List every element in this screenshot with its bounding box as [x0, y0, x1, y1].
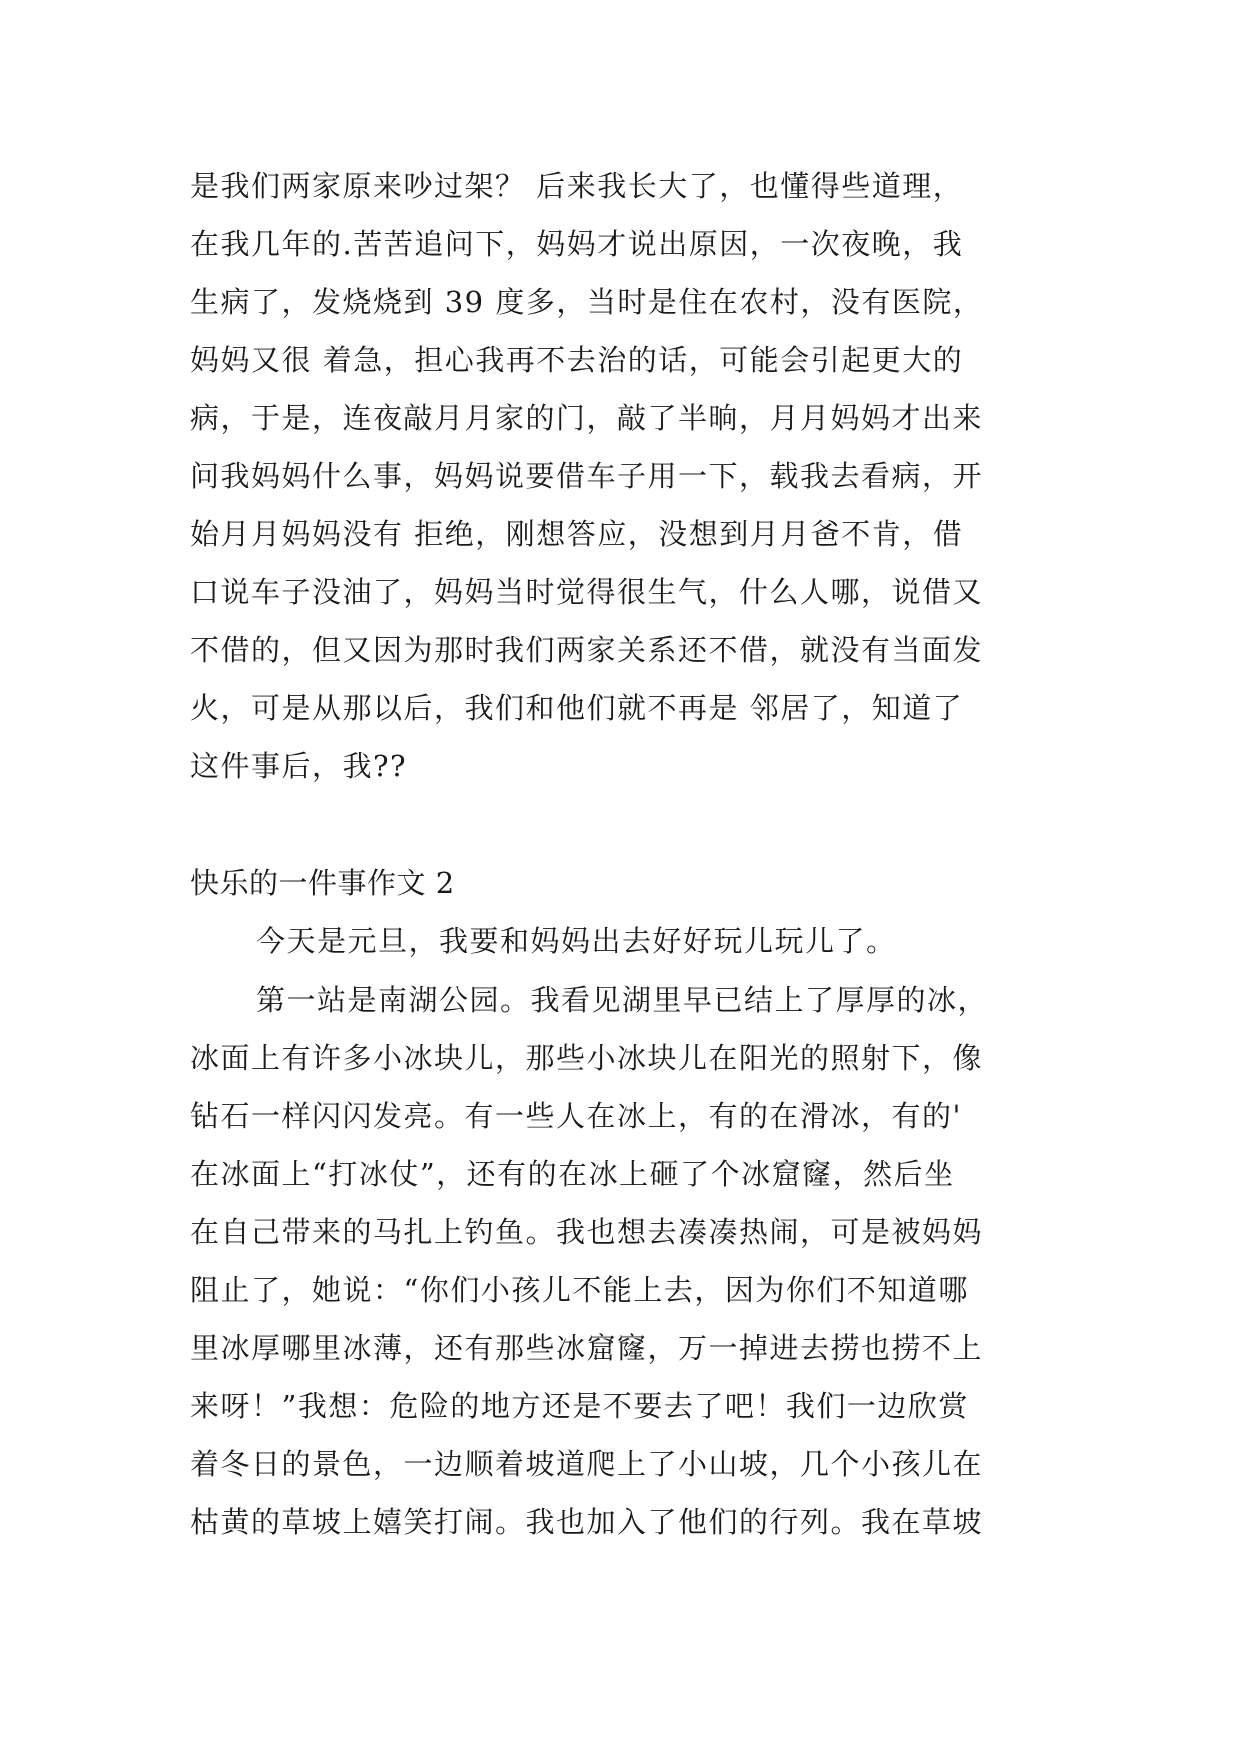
text-line: 在自己带来的马扎上钓鱼。我也想去凑凑热闹，可是被妈妈 [190, 1215, 984, 1249]
text-line: 枯黄的草坡上嬉笑打闹。我也加入了他们的行列。我在草坡 [190, 1505, 984, 1539]
text-line: 火，可是从那以后，我们和他们就不再是 邻居了，知道了 [190, 691, 964, 725]
text-line: 妈妈又很 着急，担心我再不去治的话，可能会引起更大的 [190, 343, 964, 377]
paragraph-first-line: 第一站是南湖公园。我看见湖里早已结上了厚厚的冰， [256, 983, 989, 1017]
text-line: 冰面上有许多小冰块儿，那些小冰块儿在阳光的照射下，像 [190, 1041, 984, 1075]
text-line: 问我妈妈什么事，妈妈说要借车子用一下，载我去看病，开 [190, 459, 984, 493]
text-line: 在我几年的.苦苦追问下，妈妈才说出原因，一次夜晚，我 [190, 227, 964, 261]
text-line: 钻石一样闪闪发亮。有一些人在冰上，有的在滑冰，有的' [190, 1099, 962, 1133]
text-line: 来呀！”我想：危险的地方还是不要去了吧！我们一边欣赏 [190, 1389, 969, 1423]
section-heading: 快乐的一件事作文 2 [190, 866, 455, 900]
paragraph-first-line: 今天是元旦，我要和妈妈出去好好玩儿玩儿了。 [256, 924, 897, 958]
text-line: 里冰厚哪里冰薄，还有那些冰窟窿，万一掉进去捞也捞不上 [190, 1331, 984, 1365]
text-line: 在冰面上“打冰仗”，还有的在冰上砸了个冰窟窿，然后坐 [190, 1157, 955, 1191]
text-line: 是我们两家原来吵过架？ 后来我长大了，也懂得些道理， [190, 169, 964, 203]
text-line: 口说车子没油了，妈妈当时觉得很生气，什么人哪，说借又 [190, 575, 984, 609]
text-line: 生病了，发烧烧到 39 度多，当时是住在农村，没有医院， [190, 285, 984, 319]
text-line: 始月月妈妈没有 拒绝，刚想答应，没想到月月爸不肯，借 [190, 517, 964, 551]
text-line: 不借的，但又因为那时我们两家关系还不借，就没有当面发 [190, 633, 984, 667]
text-line: 着冬日的景色，一边顺着坡道爬上了小山坡，几个小孩儿在 [190, 1447, 984, 1481]
text-line: 病，于是，连夜敲月月家的门，敲了半晌，月月妈妈才出来 [190, 401, 984, 435]
text-line: 这件事后，我?? [190, 749, 408, 783]
text-line: 阻止了，她说：“你们小孩儿不能上去，因为你们不知道哪 [190, 1273, 969, 1307]
